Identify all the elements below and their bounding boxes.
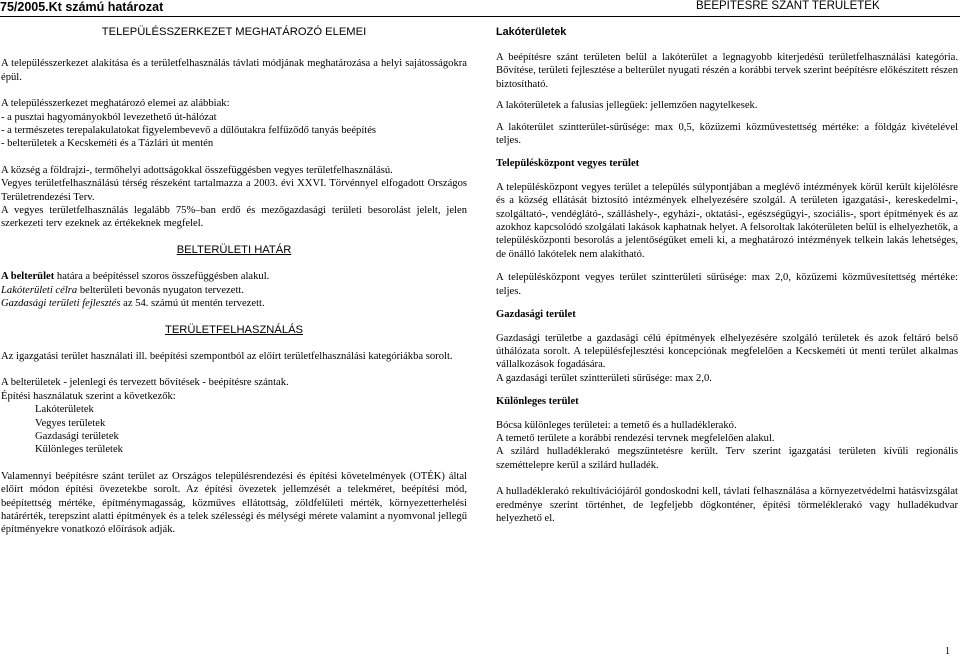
tf-paragraph: Építési használatuk szerint a következők: (1, 390, 176, 402)
intro-paragraph: A településszerkezet alakítása és a területfelhasználás távlati módjának meghatározása a helyi sajátosságokra épül. (1, 58, 467, 83)
tk-paragraph: A településközpont vegyes terület a település súlypontjában a meglévő intézmények körül került kijelölésre és a község ellátását biztosító intézmények elhelyezésére szolgál. A területen igazgatási-, kereskedelmi-, szolgáltató-, vendéglátó-, szálláshely-, egyházi-, oktatási-, egészségügyi-, szociális-, sport építmények és az azokhoz kapcsolódó szolgálati lakások kaphatnak helyet. A felsoroltak lakóterületen belül is elhelyezhetők, a településközponti besorolás a jelentőségüket emeli ki, a meghatározó intézmények telkein lakás lehetséges, de önálló lakótelek nem alakítható. (496, 181, 958, 260)
belterulet-italic: Gazdasági területi fejlesztés (1, 298, 121, 310)
belterulet-line (1, 270, 467, 283)
belterulet-text: határa a beépítéssel szoros összefüggésben alakul. (54, 271, 270, 283)
tf-paragraph: A belterületek - jelenlegi és tervezett bővítések - beépítésre szántak. (1, 377, 289, 389)
lak-paragraph: A lakóterületek a falusias jellegűek: jellemzően nagytelkesek. (496, 100, 758, 112)
belterulet-italic: Lakóterületi célra (1, 284, 78, 296)
left-column (1, 18, 467, 537)
tf-paragraph: Az igazgatási terület használati ill. beépítési szempontból az előírt területfelhasználási kategóriákba sorolt. (1, 350, 453, 362)
kl-paragraph: A szilárd hulladéklerakó megszüntetésre került. Terv szerint igazgatási területen kívüli regionális szeméttelepre kerül a szilárd hulladék. (496, 446, 958, 471)
region-paragraph: Vegyes területfelhasználású térség részeként tartalmazza a 2003. évi XXVI. Törvénnyel elfogadott Országos Területrendezési Terv. (1, 178, 467, 203)
section-title-teruletfelhasznalas: TERÜLETFELHASZNÁLÁS (164, 323, 303, 336)
page-number: 1 (945, 646, 950, 657)
region-paragraph: A vegyes területfelhasználás legalább 75%–ban erdő és mezőgazdasági területi besorolást jelelt, jelen szerkezeti terv ezeknek az értékeknek megfelel. (1, 205, 467, 230)
right-column (496, 44, 958, 525)
subheading-telepuleskozpont: Településközpont vegyes terület (496, 158, 640, 170)
tf-paragraph: Valamennyi beépítésre szánt terület az Országos településrendezési és építési követelmények (OTÉK) által előírt módon építési övezetekbe sorolt. Az építési övezetek jellemzését a telekméret, beépítési mód, beépítettség mértéke, építménymagasság, közműves ellátottság, zöldfelületi mérték, környezetterhelési határérték, terepszint alatti építmények és a telek szélességi és mélységi mérete valamint a nyomvonal jellegű építményekre vonatkozó előírások adják. (1, 470, 467, 536)
section-banner: BEÉPÍTÉSRE SZÁNT TERÜLETEK (696, 0, 880, 12)
kl-paragraph: A hulladéklerakó rekultivációjáról gondoskodni kell, távlati felhasználása a környezetvédelmi hatásvizsgálat eredménye szerint történhet, de legfeljebb dögkonténer, építési törmeléklerakó vagy hulladékudvar helyezhető el. (496, 486, 958, 524)
kl-paragraph: Bócsa különleges területei: a temető és a hulladéklerakó. (496, 419, 737, 431)
tf-list-item: Lakóterületek (35, 404, 94, 416)
section-title-belterulet: BELTERÜLETI HATÁR (176, 243, 292, 256)
lak-paragraph: A beépítésre szánt területen belül a lakóterület a legnagyobb kiterjedésű területfelhasználási kategória. Bővítése, területi fejlesztése a belterület nyugati részén a korábbi tervek szerint beépítésre előkészített részen biztosítható. (496, 52, 958, 90)
right-column-heading: Lakóterületek (496, 26, 567, 38)
belterulet-line (1, 297, 467, 310)
tk-paragraph: A településközpont vegyes terület szintterületi sűrűsége: max 2,0, közüzemi közművesítettség mértéke: teljes. (496, 272, 958, 297)
element-item: - a természetes terepalakulatokat figyelembevevő a dűlőutakra felfűződő tanyás beépítés (1, 125, 377, 137)
belterulet-text: belterületi bevonás nyugaton tervezett. (77, 284, 244, 296)
subheading-kulonleges: Különleges terület (496, 396, 579, 408)
element-item: - belterületek a Kecskeméti és a Tázlári út mentén (1, 138, 214, 150)
region-paragraph: A község a földrajzi-, termőhelyi adottságokkal összefüggésben vegyes területfelhasználású. (1, 164, 393, 176)
header-divider (0, 16, 960, 17)
tf-list-item: Különleges területek (35, 444, 123, 456)
lak-paragraph: A lakóterület szintterület-sűrűsége: max 0,5, közüzemi közművestettség mértéke: a földgáz kivételével teljes. (496, 121, 958, 147)
element-item: - a pusztai hagyományokból levezethető út-hálózat (1, 111, 217, 123)
belterulet-bold: A belterület (1, 271, 55, 283)
tf-list-item: Gazdasági területek (35, 430, 119, 442)
belterulet-text: az 54. számú út mentén tervezett. (120, 298, 265, 310)
kl-paragraph: A temető területe a korábbi rendezési tervnek megfelelően alakul. (496, 432, 775, 444)
gz-paragraph: A gazdasági terület szintterületi sűrűsége: max 2,0. (496, 372, 712, 384)
document-title: 75/2005.Kt számú határozat (0, 0, 164, 14)
belterulet-line (1, 284, 467, 297)
gz-paragraph: Gazdasági területbe a gazdasági célú építmények elhelyezésére szolgáló területek és azok feltáró belső úthálózata sorolt. A településfejlesztési koncepciónak megfelelően a Kecskeméti út menti terület alkalmas vállalkozások fogadására. (496, 332, 958, 371)
tf-list-item: Vegyes területek (35, 417, 106, 429)
elements-heading: A településszerkezet meghatározó elemei az alábbiak: (1, 98, 230, 110)
subheading-gazdasagi: Gazdasági terület (496, 309, 576, 321)
main-title: TELEPÜLÉSSZERKEZET MEGHATÁROZÓ ELEMEI (101, 26, 367, 38)
